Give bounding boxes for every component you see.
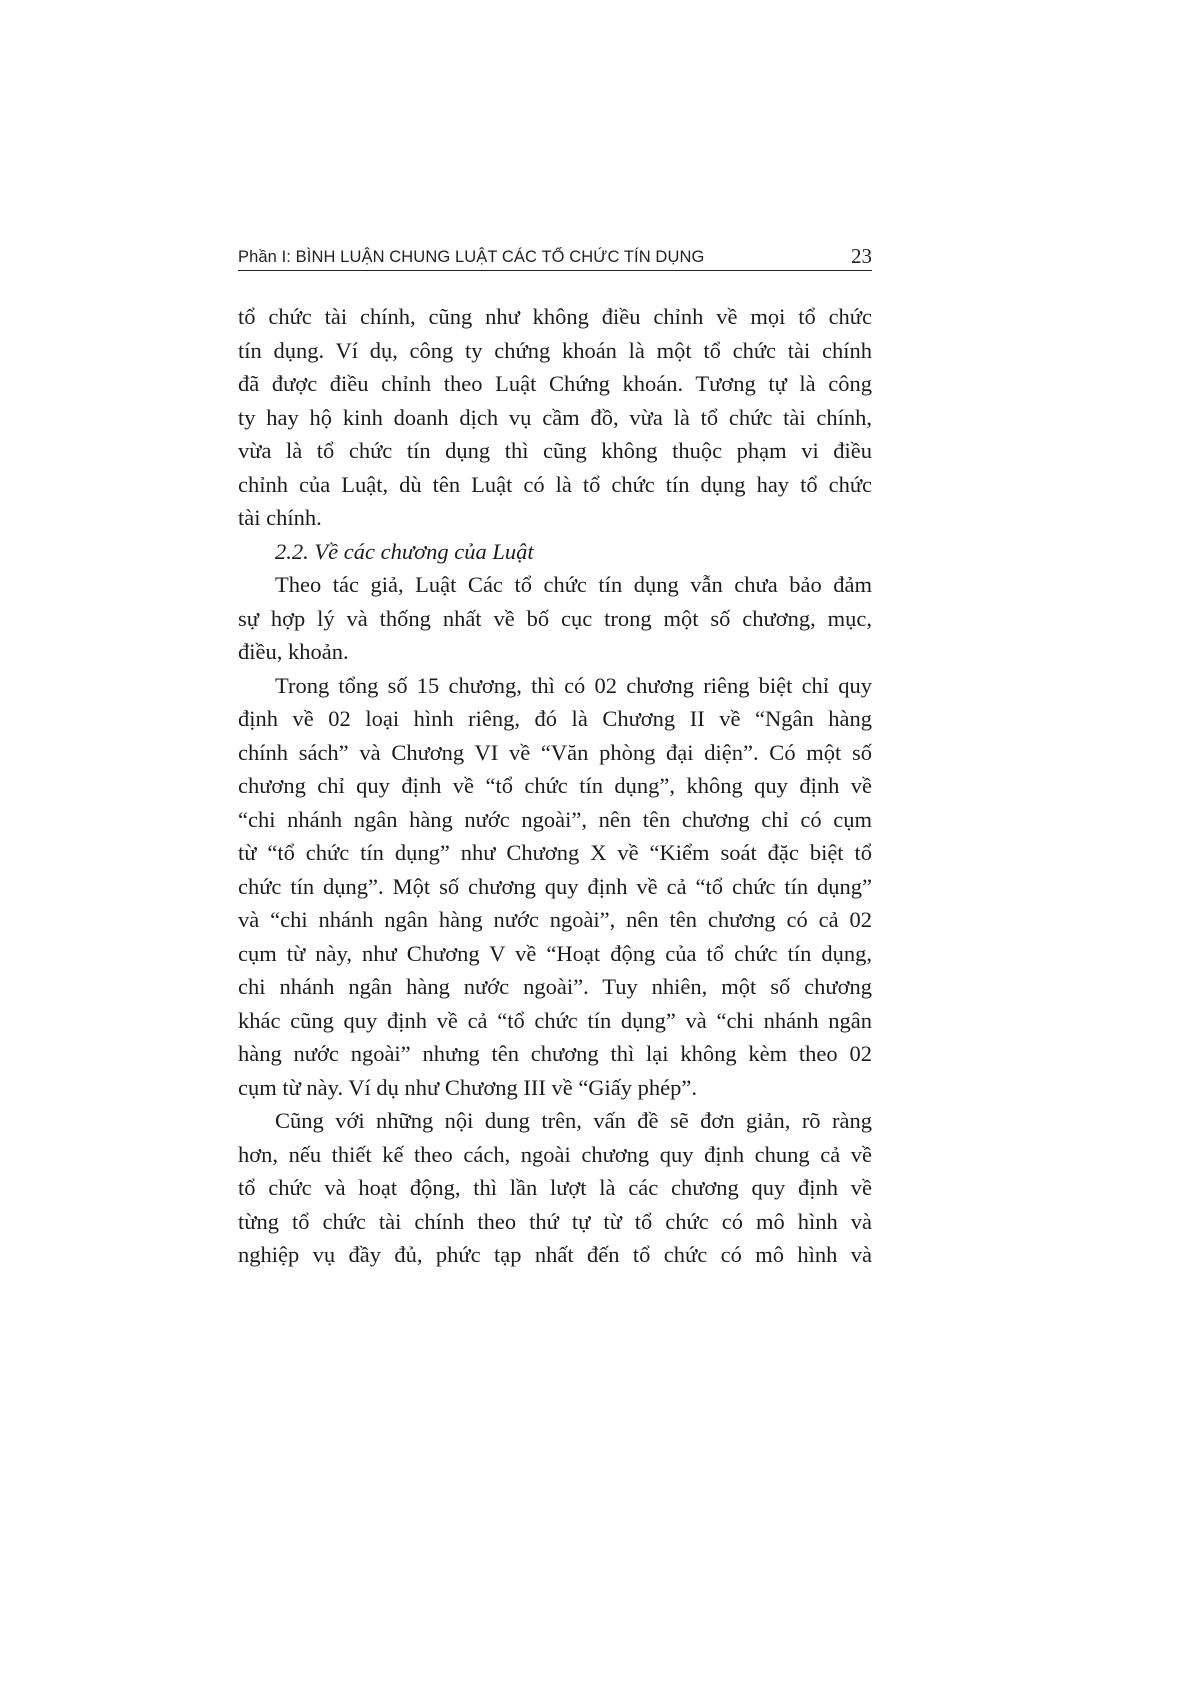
paragraph: [238, 300, 872, 535]
text-line: Cũng với những nội dung trên, vấn đề sẽ đơn giản, rõ ràng: [275, 1108, 872, 1133]
text-line: tài chính.: [238, 505, 322, 530]
section-heading: [238, 535, 872, 569]
running-header: [238, 244, 872, 271]
text-line: định về 02 loại hình riêng, đó là Chương II về “Ngân hàng: [238, 706, 872, 731]
text-line: hơn, nếu thiết kế theo cách, ngoài chương quy định chung cả về: [238, 1141, 872, 1167]
paragraph: [238, 1104, 872, 1272]
text-line: và “chi nhánh ngân hàng nước ngoài”, nên tên chương có cả 02: [238, 907, 872, 932]
text-line: vừa là tổ chức tín dụng thì cũng không thuộc phạm vi điều: [238, 438, 872, 463]
text-line: từ “tổ chức tín dụng” như Chương X về “Kiểm soát đặc biệt tổ: [238, 840, 872, 865]
text-line: tổ chức và hoạt động, thì lần lượt là các chương quy định về: [238, 1175, 872, 1200]
text-line: chức tín dụng”. Một số chương quy định về cả “tổ chức tín dụng”: [238, 873, 872, 899]
text-line: “chi nhánh ngân hàng nước ngoài”, nên tên chương chỉ có cụm: [238, 806, 872, 832]
running-header-title: Phần I: BÌNH LUẬN CHUNG LUẬT CÁC TỔ CHỨC TÍN DỤNG: [238, 248, 705, 266]
text-line: khác cũng quy định về cả “tổ chức tín dụng” và “chi nhánh ngân: [238, 1007, 872, 1033]
text-line: nghiệp vụ đầy đủ, phức tạp nhất đến tổ chức có mô hình và: [238, 1242, 872, 1267]
text-line: điều, khoản.: [238, 639, 349, 664]
text-line: chi nhánh ngân hàng nước ngoài”. Tuy nhiên, một số chương: [238, 974, 872, 999]
page-number: 23: [851, 244, 872, 268]
text-line: ty hay hộ kinh doanh dịch vụ cầm đồ, vừa là tổ chức tài chính,: [238, 404, 872, 430]
text-line: sự hợp lý và thống nhất về bố cục trong một số chương, mục,: [238, 605, 872, 631]
text-line: cụm từ này. Ví dụ như Chương III về “Giấy phép”.: [238, 1074, 698, 1100]
text-line: 2.2. Về các chương của Luật: [275, 538, 534, 564]
text-line: từng tổ chức tài chính theo thứ tự từ tổ chức có mô hình và: [238, 1208, 872, 1234]
text-line: tổ chức tài chính, cũng như không điều chỉnh về mọi tổ chức: [238, 304, 872, 329]
text-line: hàng nước ngoài” nhưng tên chương thì lại không kèm theo 02: [238, 1041, 872, 1066]
text-line: Trong tổng số 15 chương, thì có 02 chương riêng biệt chỉ quy: [275, 672, 872, 698]
text-line: cụm từ này, như Chương V về “Hoạt động của tổ chức tín dụng,: [238, 940, 872, 966]
text-line: chính sách” và Chương VI về “Văn phòng đại diện”. Có một số: [238, 739, 872, 765]
text-line: chỉnh của Luật, dù tên Luật có là tổ chức tín dụng hay tổ chức: [238, 471, 872, 497]
text-line: tín dụng. Ví dụ, công ty chứng khoán là một tổ chức tài chính: [238, 337, 872, 363]
paragraph: [238, 568, 872, 669]
text-line: đã được điều chỉnh theo Luật Chứng khoán. Tương tự là công: [238, 371, 872, 396]
text-line: Theo tác giả, Luật Các tổ chức tín dụng vẫn chưa bảo đảm: [275, 572, 872, 597]
paragraph: [238, 669, 872, 1105]
body-text: [238, 300, 872, 1272]
text-line: chương chỉ quy định về “tổ chức tín dụng”, không quy định về: [238, 773, 872, 798]
